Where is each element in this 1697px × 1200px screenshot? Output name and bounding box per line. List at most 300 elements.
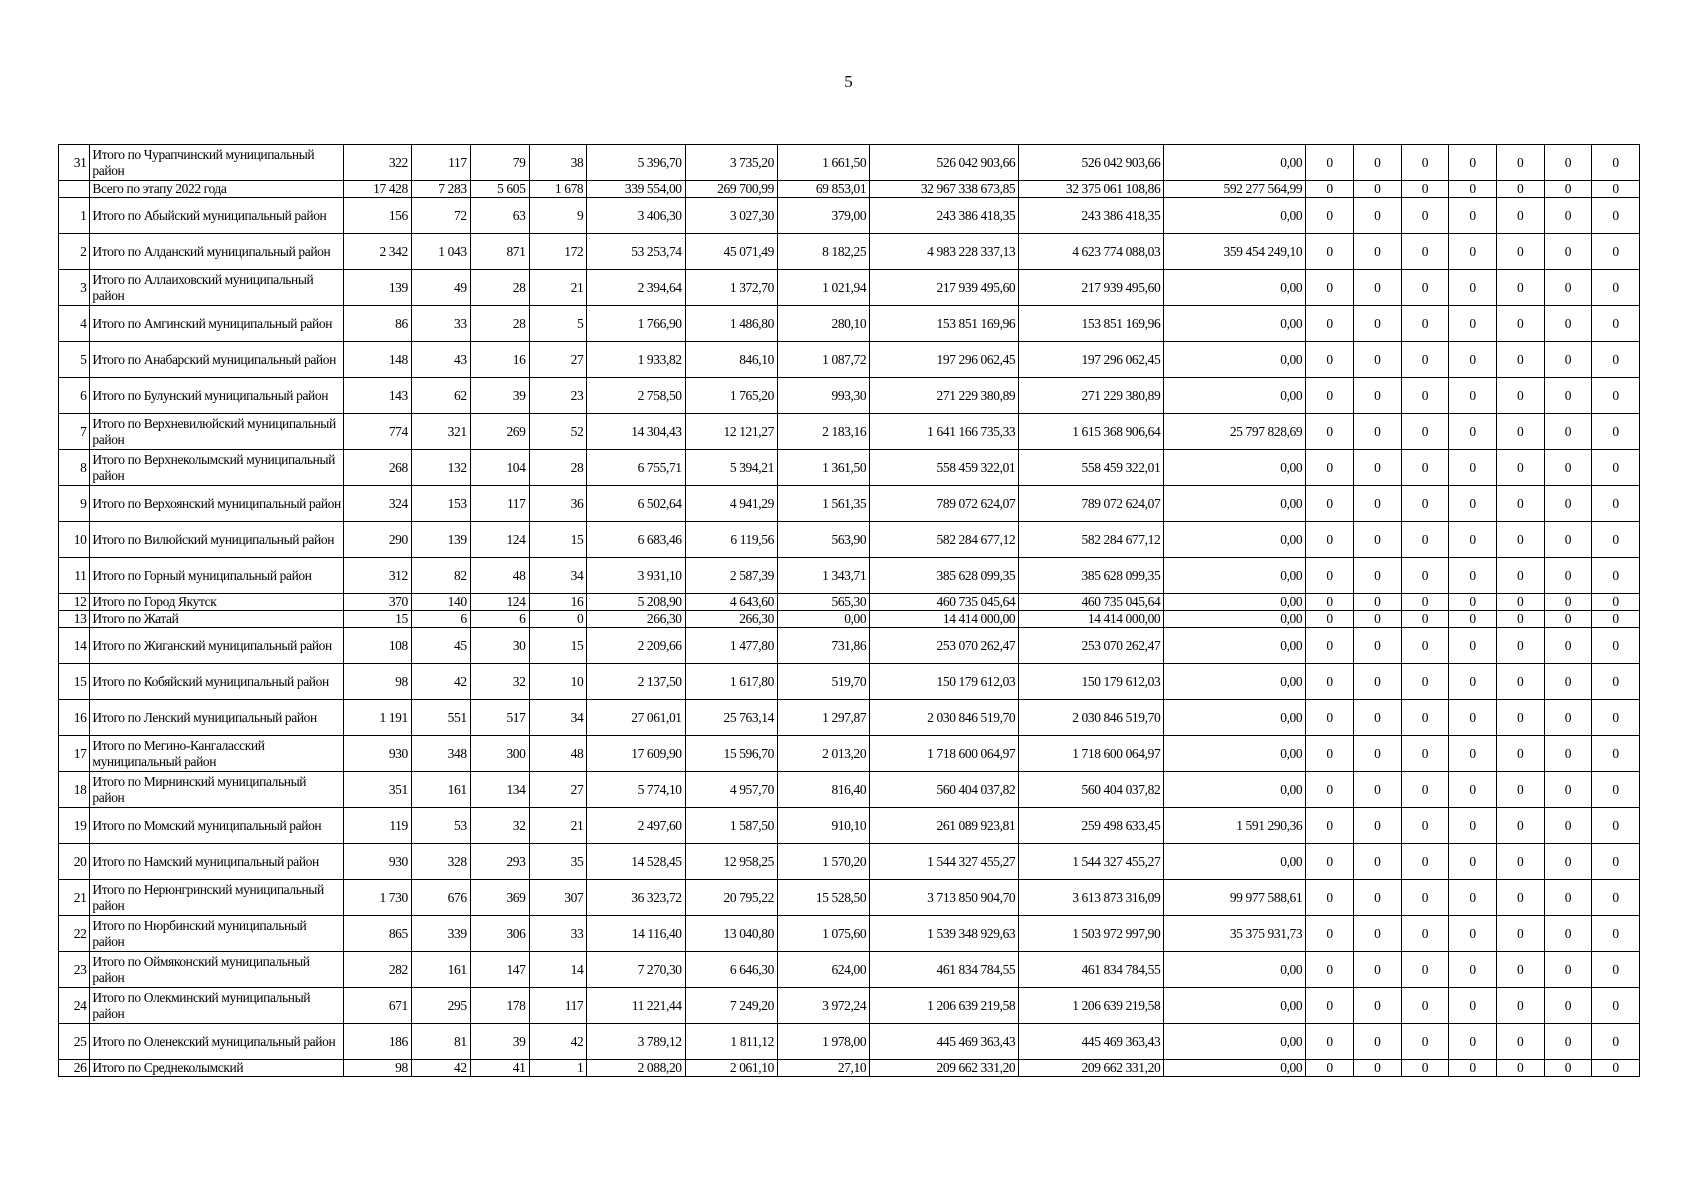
value-cell: 1 561,35 xyxy=(777,486,869,522)
value-cell: 0,00 xyxy=(1164,952,1306,988)
value-cell: 69 853,01 xyxy=(777,181,869,198)
zero-cell: 0 xyxy=(1353,558,1401,594)
zero-cell: 0 xyxy=(1306,628,1354,664)
value-cell: 197 296 062,45 xyxy=(1019,342,1164,378)
zero-cell: 0 xyxy=(1401,700,1449,736)
value-cell: 7 249,20 xyxy=(685,988,777,1024)
table-row xyxy=(59,270,1640,306)
zero-cell: 0 xyxy=(1449,234,1497,270)
row-name: Итого по Анабарский муниципальный район xyxy=(90,342,344,378)
value-cell: 379,00 xyxy=(777,198,869,234)
zero-cell: 0 xyxy=(1592,700,1640,736)
zero-cell: 0 xyxy=(1306,916,1354,952)
value-cell: 8 182,25 xyxy=(777,234,869,270)
zero-cell: 0 xyxy=(1592,988,1640,1024)
zero-cell: 0 xyxy=(1401,198,1449,234)
value-cell: 79 xyxy=(470,145,529,181)
zero-cell: 0 xyxy=(1592,522,1640,558)
zero-cell: 0 xyxy=(1449,522,1497,558)
value-cell: 53 253,74 xyxy=(587,234,685,270)
value-cell: 322 xyxy=(343,145,411,181)
zero-cell: 0 xyxy=(1449,700,1497,736)
zero-cell: 0 xyxy=(1496,772,1544,808)
value-cell: 209 662 331,20 xyxy=(1019,1060,1164,1077)
value-cell: 17 428 xyxy=(343,181,411,198)
value-cell: 0,00 xyxy=(1164,664,1306,700)
value-cell: 53 xyxy=(411,808,470,844)
value-cell: 0,00 xyxy=(1164,844,1306,880)
zero-cell: 0 xyxy=(1306,952,1354,988)
value-cell: 153 851 169,96 xyxy=(1019,306,1164,342)
value-cell: 43 xyxy=(411,342,470,378)
zero-cell: 0 xyxy=(1401,808,1449,844)
value-cell: 6 502,64 xyxy=(587,486,685,522)
value-cell: 25 797 828,69 xyxy=(1164,414,1306,450)
value-cell: 312 xyxy=(343,558,411,594)
row-name: Итого по Город Якутск xyxy=(90,594,344,611)
value-cell: 117 xyxy=(529,988,587,1024)
table-row xyxy=(59,880,1640,916)
zero-cell: 0 xyxy=(1401,234,1449,270)
zero-cell: 0 xyxy=(1496,1024,1544,1060)
zero-cell: 0 xyxy=(1401,522,1449,558)
zero-cell: 0 xyxy=(1449,808,1497,844)
value-cell: 5 394,21 xyxy=(685,450,777,486)
zero-cell: 0 xyxy=(1353,181,1401,198)
value-cell: 2 758,50 xyxy=(587,378,685,414)
zero-cell: 0 xyxy=(1306,880,1354,916)
value-cell: 1 191 xyxy=(343,700,411,736)
zero-cell: 0 xyxy=(1401,628,1449,664)
value-cell: 0,00 xyxy=(1164,736,1306,772)
zero-cell: 0 xyxy=(1496,880,1544,916)
value-cell: 846,10 xyxy=(685,342,777,378)
value-cell: 27 061,01 xyxy=(587,700,685,736)
table-row xyxy=(59,700,1640,736)
value-cell: 32 375 061 108,86 xyxy=(1019,181,1164,198)
zero-cell: 0 xyxy=(1306,450,1354,486)
zero-cell: 0 xyxy=(1592,594,1640,611)
zero-cell: 0 xyxy=(1449,952,1497,988)
zero-cell: 0 xyxy=(1496,522,1544,558)
value-cell: 119 xyxy=(343,808,411,844)
zero-cell: 0 xyxy=(1353,145,1401,181)
value-cell: 3 713 850 904,70 xyxy=(870,880,1019,916)
value-cell: 7 270,30 xyxy=(587,952,685,988)
value-cell: 0,00 xyxy=(1164,145,1306,181)
value-cell: 930 xyxy=(343,736,411,772)
value-cell: 3 613 873 316,09 xyxy=(1019,880,1164,916)
zero-cell: 0 xyxy=(1592,378,1640,414)
zero-cell: 0 xyxy=(1544,558,1592,594)
zero-cell: 0 xyxy=(1544,378,1592,414)
zero-cell: 0 xyxy=(1544,181,1592,198)
zero-cell: 0 xyxy=(1592,486,1640,522)
value-cell: 243 386 418,35 xyxy=(1019,198,1164,234)
zero-cell: 0 xyxy=(1544,198,1592,234)
zero-cell: 0 xyxy=(1544,594,1592,611)
zero-cell: 0 xyxy=(1401,1024,1449,1060)
value-cell: 14 304,43 xyxy=(587,414,685,450)
zero-cell: 0 xyxy=(1353,880,1401,916)
value-cell: 871 xyxy=(470,234,529,270)
row-name: Итого по Жатай xyxy=(90,611,344,628)
value-cell: 28 xyxy=(470,270,529,306)
zero-cell: 0 xyxy=(1306,1060,1354,1077)
value-cell: 150 179 612,03 xyxy=(870,664,1019,700)
value-cell: 23 xyxy=(529,378,587,414)
value-cell: 2 209,66 xyxy=(587,628,685,664)
value-cell: 2 394,64 xyxy=(587,270,685,306)
value-cell: 15 596,70 xyxy=(685,736,777,772)
zero-cell: 0 xyxy=(1401,270,1449,306)
value-cell: 0,00 xyxy=(1164,378,1306,414)
zero-cell: 0 xyxy=(1353,844,1401,880)
zero-cell: 0 xyxy=(1496,808,1544,844)
value-cell: 558 459 322,01 xyxy=(1019,450,1164,486)
value-cell: 5 605 xyxy=(470,181,529,198)
value-cell: 209 662 331,20 xyxy=(870,1060,1019,1077)
value-cell: 558 459 322,01 xyxy=(870,450,1019,486)
value-cell: 243 386 418,35 xyxy=(870,198,1019,234)
value-cell: 12 121,27 xyxy=(685,414,777,450)
zero-cell: 0 xyxy=(1496,988,1544,1024)
zero-cell: 0 xyxy=(1353,628,1401,664)
row-name: Итого по Среднеколымский xyxy=(90,1060,344,1077)
value-cell: 269 700,99 xyxy=(685,181,777,198)
row-number: 14 xyxy=(59,628,90,664)
value-cell: 34 xyxy=(529,700,587,736)
zero-cell: 0 xyxy=(1544,145,1592,181)
value-cell: 385 628 099,35 xyxy=(1019,558,1164,594)
row-name: Итого по Ленский муниципальный район xyxy=(90,700,344,736)
zero-cell: 0 xyxy=(1592,736,1640,772)
zero-cell: 0 xyxy=(1449,1024,1497,1060)
value-cell: 1 766,90 xyxy=(587,306,685,342)
value-cell: 1 xyxy=(529,1060,587,1077)
zero-cell: 0 xyxy=(1592,198,1640,234)
zero-cell: 0 xyxy=(1496,628,1544,664)
value-cell: 49 xyxy=(411,270,470,306)
value-cell: 13 040,80 xyxy=(685,916,777,952)
row-number: 3 xyxy=(59,270,90,306)
table-row xyxy=(59,736,1640,772)
zero-cell: 0 xyxy=(1306,486,1354,522)
zero-cell: 0 xyxy=(1496,664,1544,700)
table-row xyxy=(59,916,1640,952)
value-cell: 300 xyxy=(470,736,529,772)
table-row xyxy=(59,342,1640,378)
value-cell: 86 xyxy=(343,306,411,342)
zero-cell: 0 xyxy=(1544,952,1592,988)
value-cell: 582 284 677,12 xyxy=(1019,522,1164,558)
value-cell: 217 939 495,60 xyxy=(1019,270,1164,306)
zero-cell: 0 xyxy=(1306,594,1354,611)
zero-cell: 0 xyxy=(1353,198,1401,234)
zero-cell: 0 xyxy=(1496,342,1544,378)
value-cell: 2 342 xyxy=(343,234,411,270)
zero-cell: 0 xyxy=(1544,808,1592,844)
value-cell: 4 957,70 xyxy=(685,772,777,808)
value-cell: 348 xyxy=(411,736,470,772)
zero-cell: 0 xyxy=(1306,664,1354,700)
zero-cell: 0 xyxy=(1544,450,1592,486)
table-body xyxy=(59,145,1640,1077)
value-cell: 1 021,94 xyxy=(777,270,869,306)
value-cell: 28 xyxy=(470,306,529,342)
zero-cell: 0 xyxy=(1401,306,1449,342)
value-cell: 27,10 xyxy=(777,1060,869,1077)
row-name: Итого по Амгинский муниципальный район xyxy=(90,306,344,342)
table-row xyxy=(59,988,1640,1024)
value-cell: 15 xyxy=(343,611,411,628)
row-name: Итого по Мегино-Кангаласский муниципальный район xyxy=(90,736,344,772)
value-cell: 3 789,12 xyxy=(587,1024,685,1060)
zero-cell: 0 xyxy=(1353,808,1401,844)
zero-cell: 0 xyxy=(1496,145,1544,181)
value-cell: 789 072 624,07 xyxy=(870,486,1019,522)
value-cell: 0,00 xyxy=(1164,342,1306,378)
value-cell: 865 xyxy=(343,916,411,952)
value-cell: 551 xyxy=(411,700,470,736)
value-cell: 731,86 xyxy=(777,628,869,664)
value-cell: 178 xyxy=(470,988,529,1024)
zero-cell: 0 xyxy=(1401,916,1449,952)
value-cell: 1 661,50 xyxy=(777,145,869,181)
zero-cell: 0 xyxy=(1449,198,1497,234)
value-cell: 161 xyxy=(411,952,470,988)
value-cell: 2 497,60 xyxy=(587,808,685,844)
zero-cell: 0 xyxy=(1496,916,1544,952)
table-row xyxy=(59,145,1640,181)
zero-cell: 0 xyxy=(1306,611,1354,628)
data-table xyxy=(58,144,1640,1077)
zero-cell: 0 xyxy=(1592,342,1640,378)
zero-cell: 0 xyxy=(1496,952,1544,988)
zero-cell: 0 xyxy=(1401,181,1449,198)
table-row xyxy=(59,808,1640,844)
value-cell: 1 206 639 219,58 xyxy=(870,988,1019,1024)
value-cell: 0,00 xyxy=(1164,486,1306,522)
value-cell: 370 xyxy=(343,594,411,611)
value-cell: 0 xyxy=(529,611,587,628)
zero-cell: 0 xyxy=(1401,988,1449,1024)
value-cell: 45 071,49 xyxy=(685,234,777,270)
row-number: 17 xyxy=(59,736,90,772)
value-cell: 266,30 xyxy=(685,611,777,628)
value-cell: 217 939 495,60 xyxy=(870,270,1019,306)
value-cell: 339 554,00 xyxy=(587,181,685,198)
table-row xyxy=(59,772,1640,808)
zero-cell: 0 xyxy=(1306,181,1354,198)
zero-cell: 0 xyxy=(1592,772,1640,808)
value-cell: 153 851 169,96 xyxy=(870,306,1019,342)
value-cell: 3 027,30 xyxy=(685,198,777,234)
zero-cell: 0 xyxy=(1353,1024,1401,1060)
value-cell: 2 030 846 519,70 xyxy=(870,700,1019,736)
zero-cell: 0 xyxy=(1306,414,1354,450)
row-name: Итого по Верхневилюйский муниципальный район xyxy=(90,414,344,450)
zero-cell: 0 xyxy=(1592,628,1640,664)
zero-cell: 0 xyxy=(1353,342,1401,378)
value-cell: 14 414 000,00 xyxy=(870,611,1019,628)
value-cell: 3 972,24 xyxy=(777,988,869,1024)
value-cell: 35 375 931,73 xyxy=(1164,916,1306,952)
zero-cell: 0 xyxy=(1592,1024,1640,1060)
value-cell: 0,00 xyxy=(1164,198,1306,234)
value-cell: 1 570,20 xyxy=(777,844,869,880)
value-cell: 0,00 xyxy=(1164,306,1306,342)
row-number: 18 xyxy=(59,772,90,808)
value-cell: 1 933,82 xyxy=(587,342,685,378)
zero-cell: 0 xyxy=(1449,181,1497,198)
row-name: Итого по Верхнеколымский муниципальный район xyxy=(90,450,344,486)
value-cell: 0,00 xyxy=(1164,611,1306,628)
value-cell: 10 xyxy=(529,664,587,700)
value-cell: 1 617,80 xyxy=(685,664,777,700)
zero-cell: 0 xyxy=(1449,772,1497,808)
value-cell: 339 xyxy=(411,916,470,952)
zero-cell: 0 xyxy=(1401,414,1449,450)
zero-cell: 0 xyxy=(1544,306,1592,342)
zero-cell: 0 xyxy=(1592,808,1640,844)
value-cell: 1 361,50 xyxy=(777,450,869,486)
table-row xyxy=(59,1024,1640,1060)
value-cell: 271 229 380,89 xyxy=(1019,378,1164,414)
zero-cell: 0 xyxy=(1306,306,1354,342)
value-cell: 460 735 045,64 xyxy=(1019,594,1164,611)
zero-cell: 0 xyxy=(1306,1024,1354,1060)
value-cell: 6 xyxy=(411,611,470,628)
table-row xyxy=(59,844,1640,880)
value-cell: 1 297,87 xyxy=(777,700,869,736)
zero-cell: 0 xyxy=(1353,234,1401,270)
value-cell: 147 xyxy=(470,952,529,988)
value-cell: 0,00 xyxy=(1164,1060,1306,1077)
zero-cell: 0 xyxy=(1496,486,1544,522)
value-cell: 676 xyxy=(411,880,470,916)
zero-cell: 0 xyxy=(1592,880,1640,916)
value-cell: 99 977 588,61 xyxy=(1164,880,1306,916)
value-cell: 1 043 xyxy=(411,234,470,270)
value-cell: 139 xyxy=(343,270,411,306)
value-cell: 269 xyxy=(470,414,529,450)
value-cell: 295 xyxy=(411,988,470,1024)
value-cell: 72 xyxy=(411,198,470,234)
value-cell: 271 229 380,89 xyxy=(870,378,1019,414)
zero-cell: 0 xyxy=(1353,988,1401,1024)
value-cell: 6 119,56 xyxy=(685,522,777,558)
value-cell: 6 xyxy=(470,611,529,628)
value-cell: 1 503 972 997,90 xyxy=(1019,916,1164,952)
row-name: Итого по Момский муниципальный район xyxy=(90,808,344,844)
row-number: 6 xyxy=(59,378,90,414)
value-cell: 306 xyxy=(470,916,529,952)
zero-cell: 0 xyxy=(1544,611,1592,628)
zero-cell: 0 xyxy=(1449,558,1497,594)
value-cell: 27 xyxy=(529,342,587,378)
zero-cell: 0 xyxy=(1496,181,1544,198)
row-number: 5 xyxy=(59,342,90,378)
value-cell: 140 xyxy=(411,594,470,611)
row-number: 25 xyxy=(59,1024,90,1060)
value-cell: 0,00 xyxy=(1164,1024,1306,1060)
value-cell: 526 042 903,66 xyxy=(1019,145,1164,181)
zero-cell: 0 xyxy=(1544,736,1592,772)
row-name: Итого по Оймяконский муниципальный район xyxy=(90,952,344,988)
zero-cell: 0 xyxy=(1306,844,1354,880)
zero-cell: 0 xyxy=(1449,664,1497,700)
value-cell: 9 xyxy=(529,198,587,234)
row-number: 16 xyxy=(59,700,90,736)
zero-cell: 0 xyxy=(1544,1060,1592,1077)
value-cell: 41 xyxy=(470,1060,529,1077)
value-cell: 36 xyxy=(529,486,587,522)
value-cell: 98 xyxy=(343,1060,411,1077)
zero-cell: 0 xyxy=(1306,988,1354,1024)
zero-cell: 0 xyxy=(1401,952,1449,988)
value-cell: 1 765,20 xyxy=(685,378,777,414)
value-cell: 461 834 784,55 xyxy=(1019,952,1164,988)
zero-cell: 0 xyxy=(1353,378,1401,414)
value-cell: 16 xyxy=(470,342,529,378)
zero-cell: 0 xyxy=(1306,808,1354,844)
zero-cell: 0 xyxy=(1306,736,1354,772)
value-cell: 2 061,10 xyxy=(685,1060,777,1077)
value-cell: 153 xyxy=(411,486,470,522)
row-number: 19 xyxy=(59,808,90,844)
value-cell: 565,30 xyxy=(777,594,869,611)
value-cell: 3 735,20 xyxy=(685,145,777,181)
zero-cell: 0 xyxy=(1496,1060,1544,1077)
zero-cell: 0 xyxy=(1353,664,1401,700)
value-cell: 280,10 xyxy=(777,306,869,342)
zero-cell: 0 xyxy=(1449,988,1497,1024)
value-cell: 259 498 633,45 xyxy=(1019,808,1164,844)
zero-cell: 0 xyxy=(1496,270,1544,306)
zero-cell: 0 xyxy=(1306,522,1354,558)
value-cell: 1 075,60 xyxy=(777,916,869,952)
value-cell: 32 xyxy=(470,808,529,844)
value-cell: 445 469 363,43 xyxy=(1019,1024,1164,1060)
value-cell: 261 089 923,81 xyxy=(870,808,1019,844)
value-cell: 1 539 348 929,63 xyxy=(870,916,1019,952)
zero-cell: 0 xyxy=(1592,414,1640,450)
zero-cell: 0 xyxy=(1401,1060,1449,1077)
value-cell: 460 735 045,64 xyxy=(870,594,1019,611)
value-cell: 1 811,12 xyxy=(685,1024,777,1060)
row-number: 31 xyxy=(59,145,90,181)
value-cell: 52 xyxy=(529,414,587,450)
value-cell: 4 623 774 088,03 xyxy=(1019,234,1164,270)
value-cell: 445 469 363,43 xyxy=(870,1024,1019,1060)
table-row xyxy=(59,558,1640,594)
row-number: 21 xyxy=(59,880,90,916)
value-cell: 98 xyxy=(343,664,411,700)
table-row xyxy=(59,181,1640,198)
zero-cell: 0 xyxy=(1449,450,1497,486)
value-cell: 12 958,25 xyxy=(685,844,777,880)
value-cell: 16 xyxy=(529,594,587,611)
zero-cell: 0 xyxy=(1449,306,1497,342)
zero-cell: 0 xyxy=(1592,306,1640,342)
value-cell: 1 544 327 455,27 xyxy=(1019,844,1164,880)
row-number: 4 xyxy=(59,306,90,342)
zero-cell: 0 xyxy=(1544,628,1592,664)
value-cell: 519,70 xyxy=(777,664,869,700)
value-cell: 1 641 166 735,33 xyxy=(870,414,1019,450)
value-cell: 816,40 xyxy=(777,772,869,808)
